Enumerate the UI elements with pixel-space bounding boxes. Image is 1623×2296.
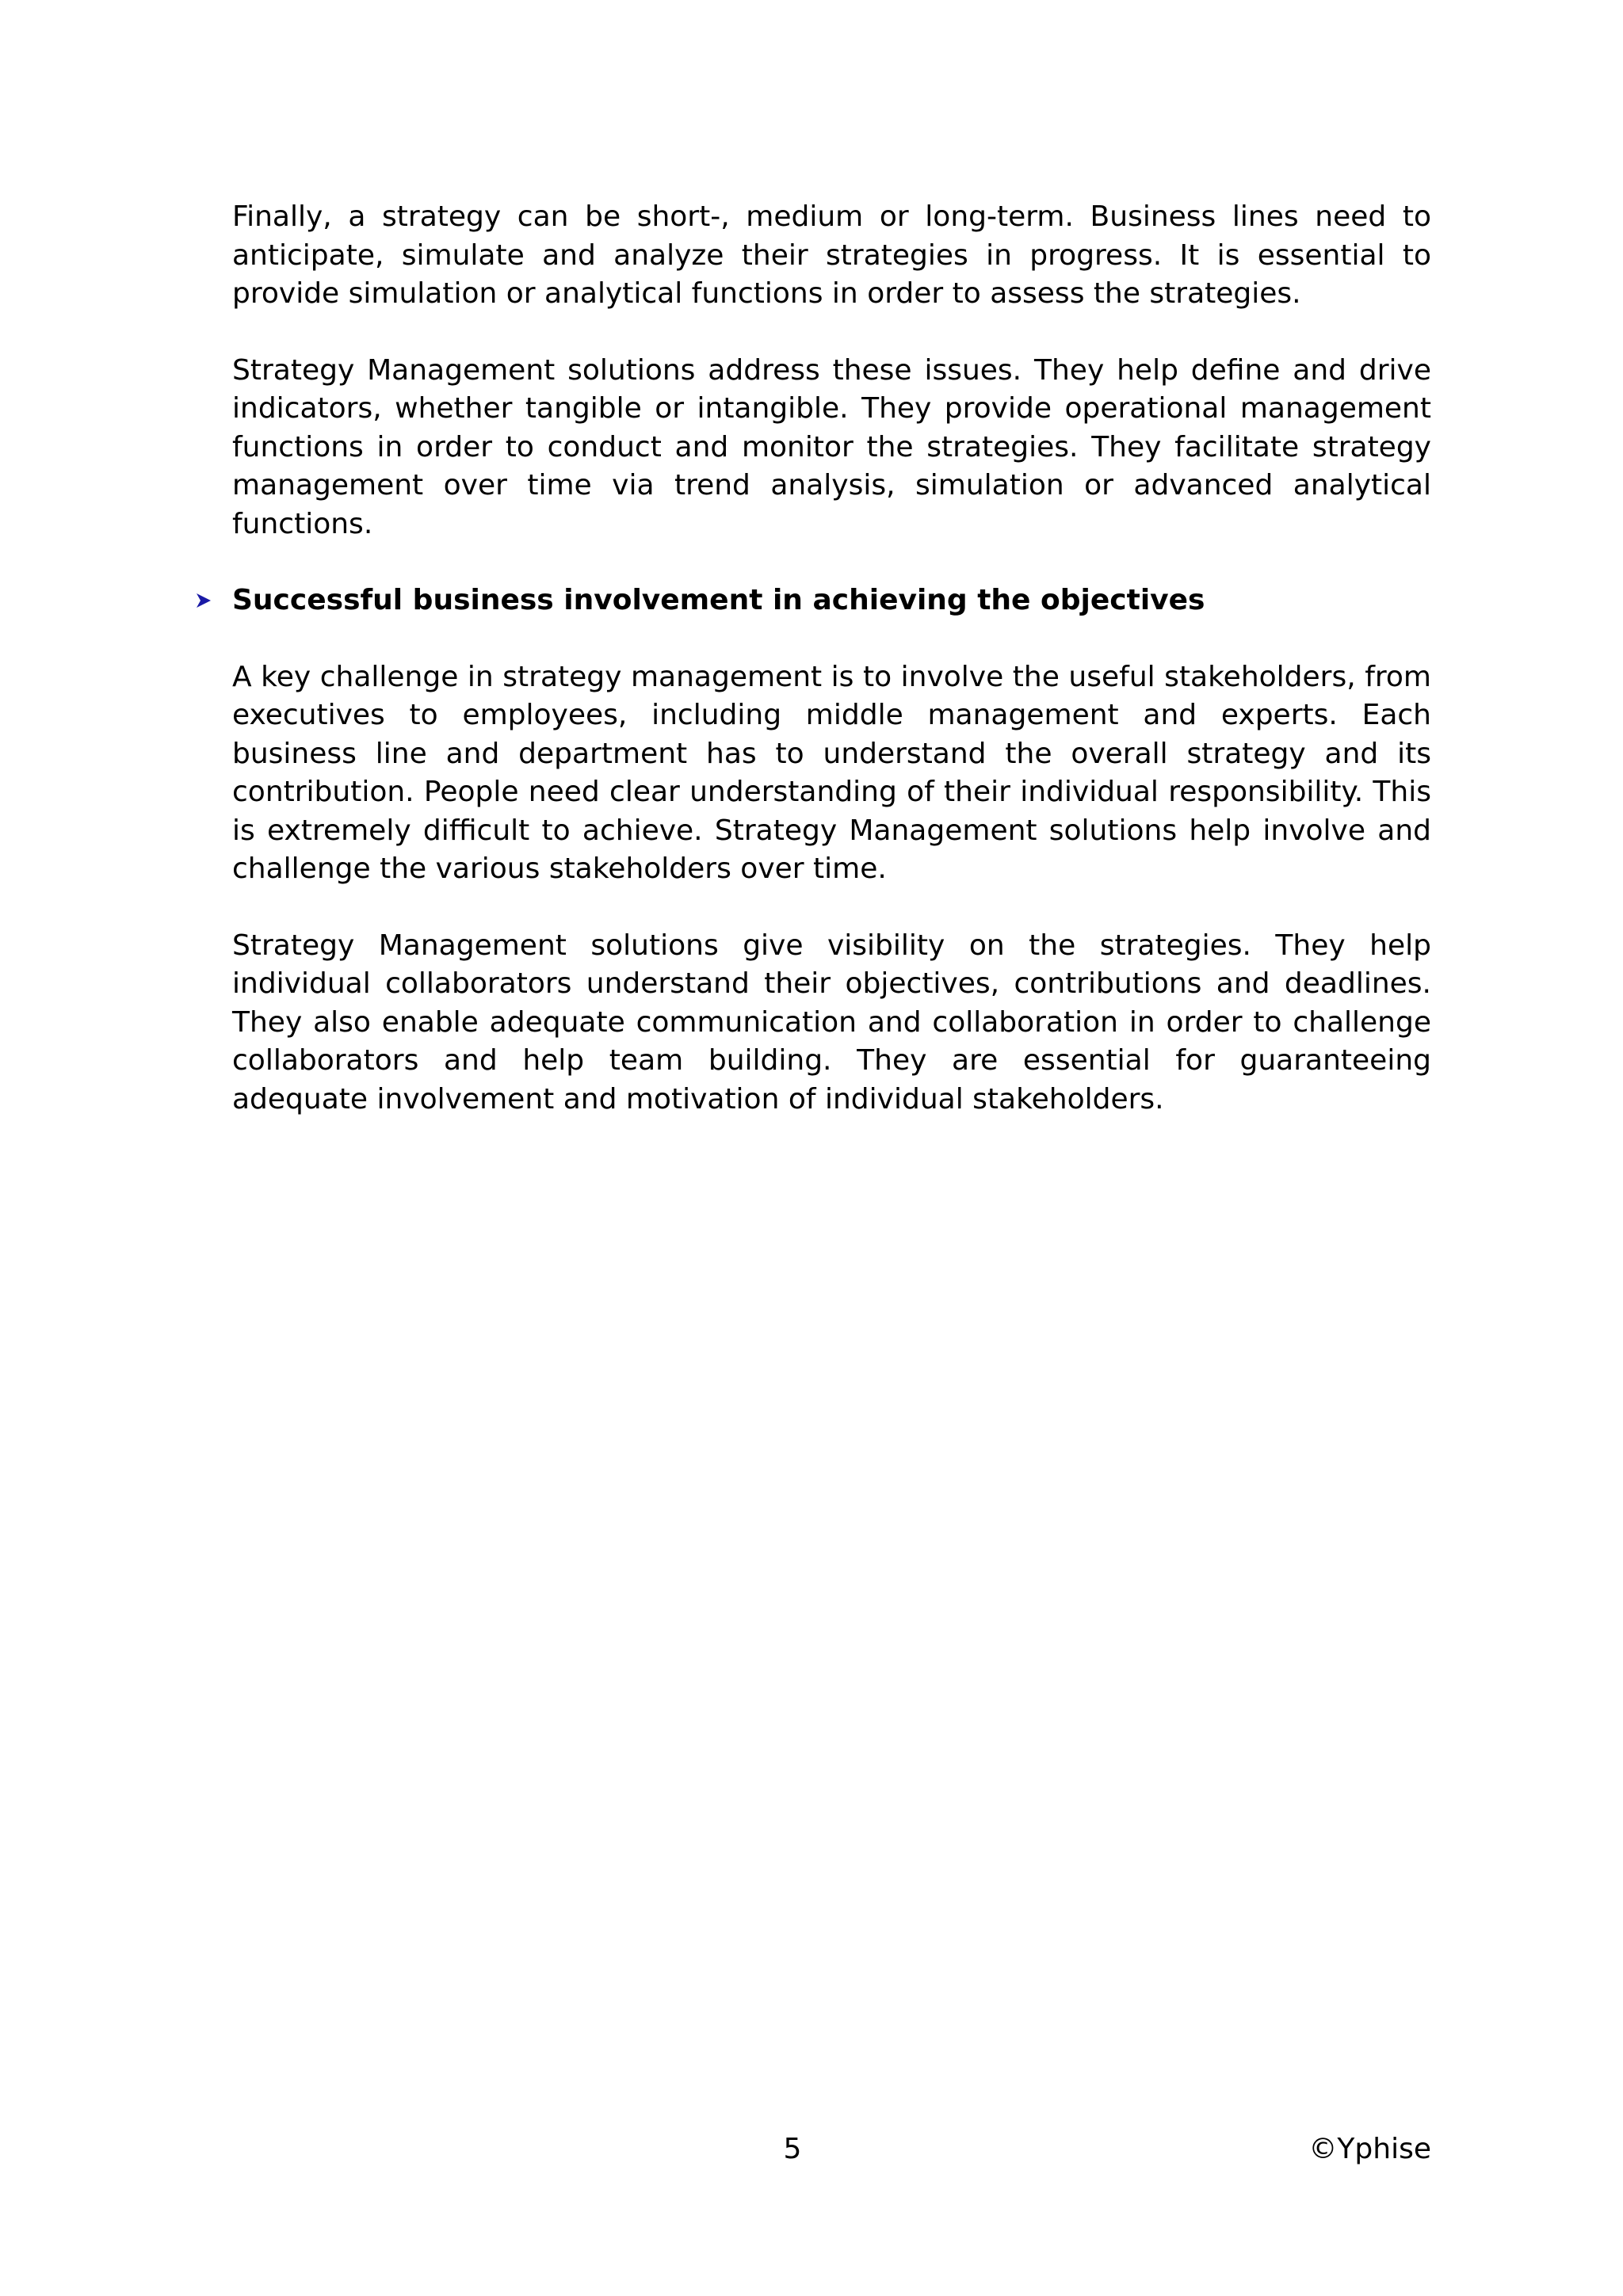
page-number: 5 [783,2133,802,2165]
paragraph-key-challenge: A key challenge in strategy management is to involve the useful stakeholders, from executives to employees, including middle management and experts. Each business line and department has to understand the overall strategy and its contribution. People need clear understanding of their individual responsibility. This is extremely difficult to achieve. Strategy Management solutions help involve and challenge the various stakeholders over time. [232,660,1431,885]
section-heading-row [232,582,1431,620]
paragraph-visibility-on-strategies: Strategy Management solutions give visibility on the strategies. They help individual collaborators understand their objectives, contributions and deadlines. They also enable adequate communication and collaboration in order to challenge collaborators and help team building. They are essential for guaranteeing adequate involvement and motivation of individual stakeholders. [232,929,1431,1116]
paragraph-strategy-management-solutions: Strategy Management solutions address these issues. They help define and drive indicators, whether tangible or intangible. They provide operational management functions in order to conduct and monitor the strategies. They facilitate strategy management over time via trend analysis, simulation or advanced analytical functions. [232,353,1431,540]
paragraph-strategy-timeframe: Finally, a strategy can be short-, medium or long-term. Business lines need to anticipate, simulate and analyze their strategies in progress. It is essential to provide simulation or analytical functions in order to assess the strategies. [232,200,1431,310]
section-heading: Successful business involvement in achieving the objectives [232,584,1205,616]
arrowhead-bullet-icon [194,591,213,610]
document-body [232,198,1431,1119]
copyright-notice: ©Yphise [1308,2133,1431,2165]
